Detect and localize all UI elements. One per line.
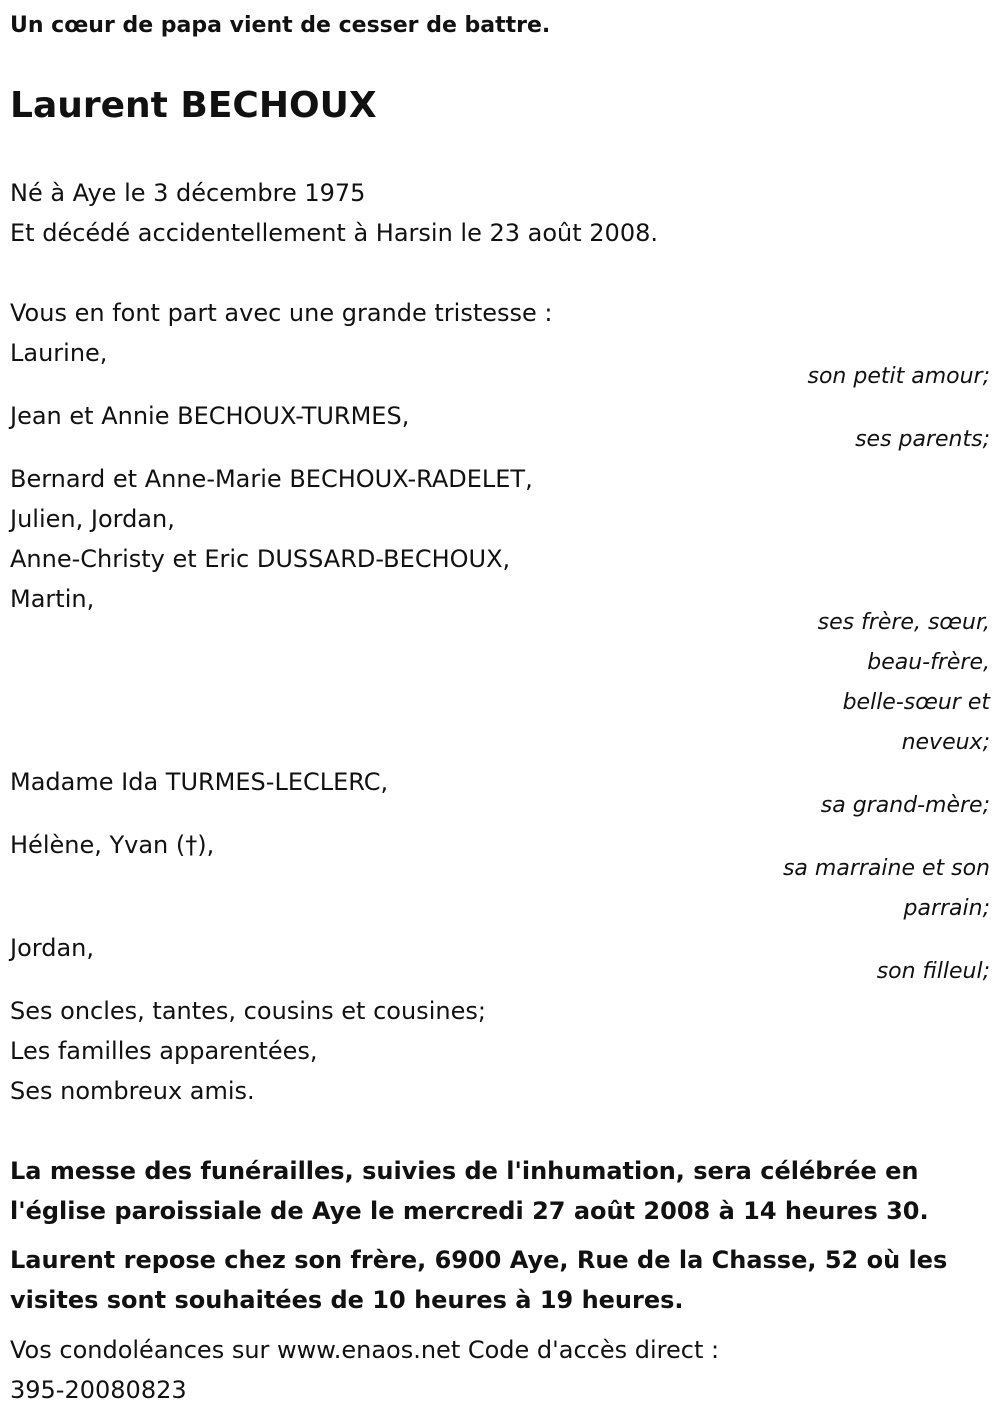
family-relation: neveux; xyxy=(901,730,990,755)
family-names: Bernard et Anne-Marie BECHOUX-RADELET, xyxy=(10,465,533,493)
family-names: Jordan, xyxy=(10,934,94,962)
family-relation: belle-sœur et xyxy=(842,690,990,715)
condolences-line: Vos condoléances sur www.enaos.net Code d'accès direct : xyxy=(10,1336,720,1364)
family-names: Laurine, xyxy=(10,339,108,367)
family-relation: ses parents; xyxy=(855,427,990,452)
intro-line: Vous en font part avec une grande tristesse : xyxy=(10,299,553,327)
family-relation: sa marraine et son xyxy=(782,856,990,881)
headline: Un cœur de papa vient de cesser de battre. xyxy=(10,13,551,38)
others-line: Ses nombreux amis. xyxy=(10,1077,255,1105)
death-line: Et décédé accidentellement à Harsin le 23 août 2008. xyxy=(10,219,658,247)
visit-info: Laurent repose chez son frère, 6900 Aye, Rue de la Chasse, 52 où les visites sont souhaitées de 10 heures à 19 heures. xyxy=(10,1246,948,1314)
deceased-name: Laurent BECHOUX xyxy=(10,85,377,126)
family-names: Martin, xyxy=(10,585,95,613)
birth-line: Né à Aye le 3 décembre 1975 xyxy=(10,179,366,207)
others-line: Ses oncles, tantes, cousins et cousines; xyxy=(10,997,486,1025)
funeral-info: La messe des funérailles, suivies de l'inhumation, sera célébrée en l'église paroissiale de Aye le mercredi 27 août 2008 à 14 heures 30. xyxy=(10,1157,929,1225)
others-line: Les familles apparentées, xyxy=(10,1037,318,1065)
family-names: Hélène, Yvan (†), xyxy=(10,831,215,859)
family-names: Jean et Annie BECHOUX-TURMES, xyxy=(10,402,410,430)
family-names: Anne-Christy et Eric DUSSARD-BECHOUX, xyxy=(10,545,511,573)
family-relation: ses frère, sœur, xyxy=(817,610,990,635)
family-relation: beau-frère, xyxy=(867,650,990,675)
family-names: Madame Ida TURMES-LECLERC, xyxy=(10,768,389,796)
family-relation: son filleul; xyxy=(876,959,990,984)
access-code: 395-20080823 xyxy=(10,1376,187,1404)
family-relation: sa grand-mère; xyxy=(820,793,990,818)
family-relation: son petit amour; xyxy=(807,364,990,389)
family-relation: parrain; xyxy=(903,896,990,921)
family-names: Julien, Jordan, xyxy=(10,505,175,533)
